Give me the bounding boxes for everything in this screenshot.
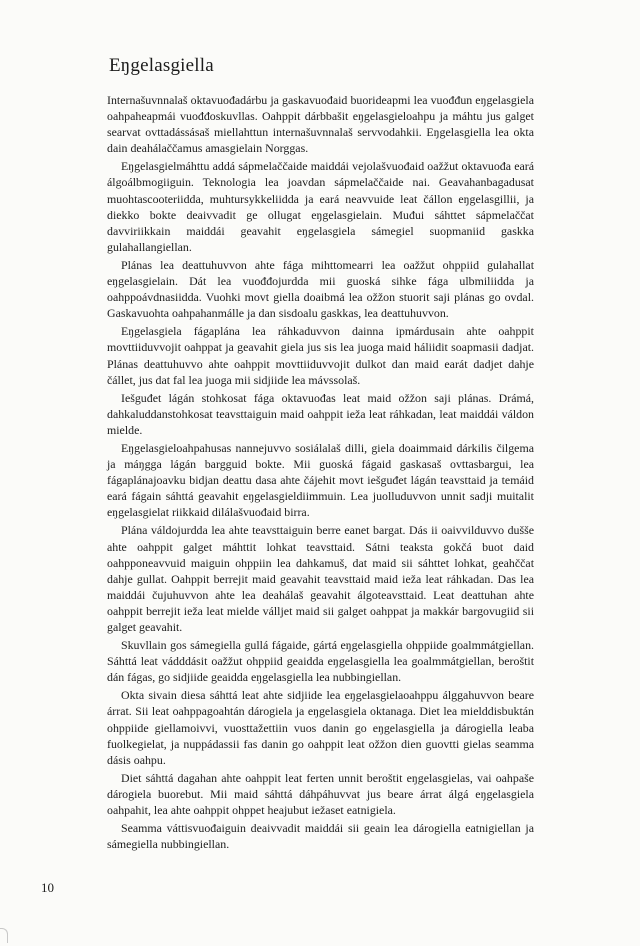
paragraph: Skuvllain gos sámegiella gullá fágaide, gártá eŋgelasgiella ohppiide goalmmátgiellan. Sáhttá leat vádddásit oažžut ohppiid geaidda eŋgelasgiella lea goalmmátgiellan, beroštit dán fágas, go sidjiide geaidda eŋgelasgiella lea nubbingiellan. [107,638,534,685]
paragraph: Seamma váttisvuođaiguin deaivvadit maiddái sii geain lea dárogiella eatnigiellan ja sámegiella nubbingiellan. [107,821,534,852]
paragraph: Plána váldojurdda lea ahte teavsttaiguin berre eanet bargat. Dás ii oaivvilduvvo dušše ahte oahppit galget máhttit lohkat teavsttaid. Sátni teaksta gokčá buot daid oahpponeavvuid maiguin ohppiin lea dahkamuš, dat maid sii sáhttet lohkat, geahččat dahje gullat. Oahppit berrejit maid geavahit teavsttaid maid ieža leat ráhkadan. Das lea maiddái čujuhuvvon ahte lea deahálaš geavahit álgoteavsttaid. Leat deattuhan ahte oahppit berrejit ieža leat mielde válljet maid sii galget oahppat ja makkár bargovugiid sii galget geavahit. [107,523,534,634]
paragraph: Internašuvnnalaš oktavuođadárbu ja gaskavuođaid buorideapmi lea vuođđun eŋgelasgiela oahpaheapmái vuođđoskuvllas. Oahppit dárbbašit eŋgelasgieloahpu ja máhtu jus galget searvat ovttadássásaš miellahttun internašuvnnalaš servvodahkii. Eŋgelasgiella lea okta dain deahálaččamus amasgielain Norggas. [107,93,534,156]
paragraph: Eŋgelasgielmáhttu addá sápmelaččaide maiddái vejolašvuođaid oažžut oktavuođa eará álgoálbmogiiguin. Teknologia lea joavdan sápmelaččaide nai. Geavahanbagadusat muohtascooteriidda, muhtursykkeliidda ja eará neavvuide leat čállon eŋgelasgillii, ja diekko bokte deaivvadit ge ollugat eŋgelasgielain. Muđui sáhttet sápmelaččat davviriikkain maiddái geavahit eŋgelasgiela sámegiel suopmaniid gaskka gulahallangiellan. [107,159,534,254]
paragraph: Iešguđet lágán stohkosat fága oktavuođas leat maid ožžon saji plánas. Drámá, dahkaluddanstohkosat teavsttaiguin maid oahppit ieža leat ráhkadan, leat maiddái váldon mielde. [107,390,534,437]
page-title: Eŋgelasgiella [109,55,214,76]
paragraph: Eŋgelasgieloahpahusas nannejuvvo sosiálalaš dilli, giela doaimmaid dárkilis čilgema ja máŋgga lágán bargguid bokte. Mii guoská fágaid gaskasaš ovttasbargui, lea fágaplánajoavku bidjan deattu dasa ahte čájehit movt iešguđet lágán teavsttaid ja temáid eará fágain sáhttá geavahit eŋgelasgieldiimmuin. Lea juolluduvvon unnit sadji muitalit eŋgelasgielat riikkaid dilálašvuođaid birra. [107,440,534,520]
paragraph: Eŋgelasgiela fágaplána lea ráhkaduvvon dainna ipmárdusain ahte oahppit movttiiduvvojit oahppat ja geavahit giela jus sis lea juoga maid háliidit soapmasii dadjat. Plánas deattuhuvvo ahte oahppit movttiiduvvojit dulkot dan maid earát dadjet dahje čállet, jus dat fal lea juoga mii sidjiide lea mávssolaš. [107,324,534,387]
paragraph: Plánas lea deattuhuvvon ahte fága mihttomearri lea oažžut ohppiid gulahallat eŋgelasgielain. Dát lea vuođđojurdda mii guoská sihke fága ulbmiliidda ja oahppoávdnasiidda. Vuohki movt giella doaibmá lea ožžon stuorit saji plánas go ovdal. Gaskavuohta oahpahanmálle ja dan sisdoalu gaskkas, lea deattuhuvvon. [107,257,534,321]
paragraph: Okta sivain diesa sáhttá leat ahte sidjiide lea eŋgelasgielaoahppu álggahuvvon beare árrat. Sii leat oahppagoahtán dárogiela ja eŋgelasgiela oktanaga. Diet lea mielddisbuktán ohppiide giellamoivvi, vuosttažettiin vuos danin go eŋgelasgiella ja dárogiella leaba fuolkegielat, ja nuppádassii fas danin go oahppit leat ožžon dien guovtti gielas seamma dásis oahpu. [107,688,534,767]
page-corner-mark [0,928,8,943]
page-number: 10 [41,880,54,895]
paragraph: Diet sáhttá dagahan ahte oahppit leat ferten unnit beroštit eŋgelasgielas, vai oahpaše dárogiela buorebut. Mii maid sáhttá dáhpáhuvvat jus beare árrat álgá eŋgelasgiela oahpahit, lea ahte oahppit ohppet heajubut iežaset eatnigiela. [107,770,534,818]
body-text [107,92,534,854]
